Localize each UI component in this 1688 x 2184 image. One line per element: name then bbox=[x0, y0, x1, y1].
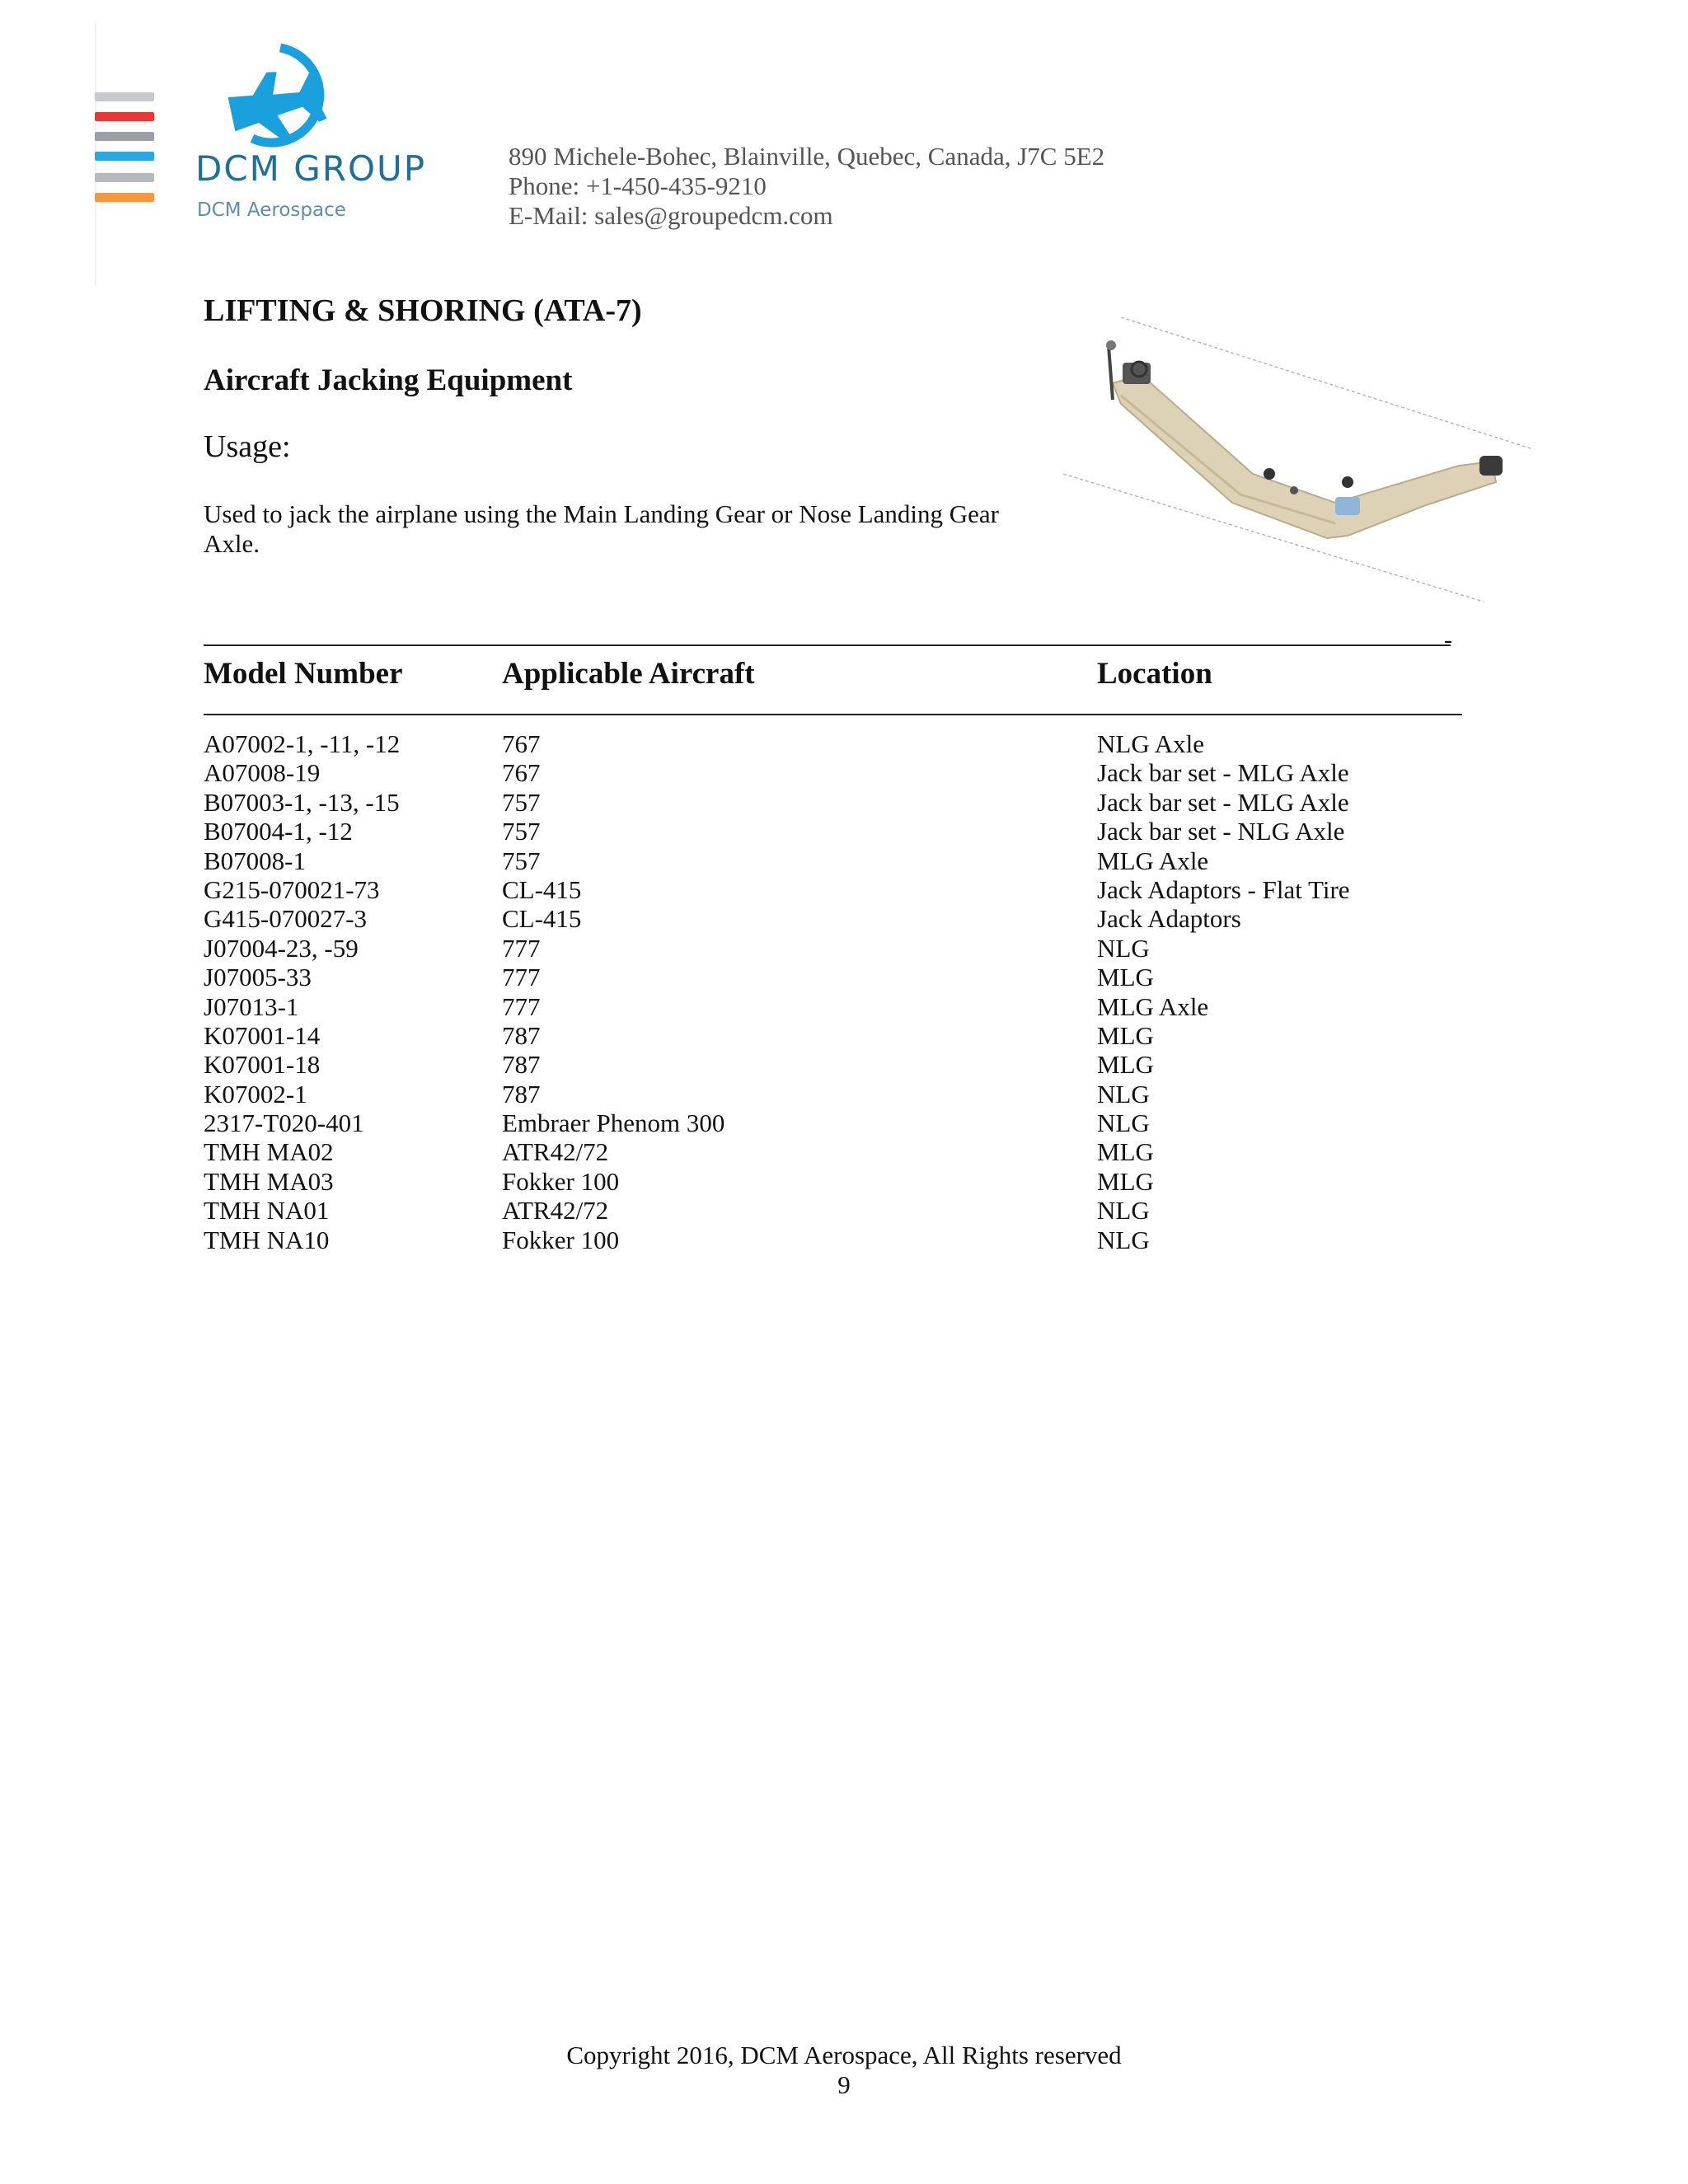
table-top-rule bbox=[204, 644, 1451, 646]
cell-location: NLG bbox=[1097, 1079, 1150, 1108]
cell-applicable-aircraft: CL-415 bbox=[502, 904, 582, 934]
cell-applicable-aircraft: Embraer Phenom 300 bbox=[502, 1108, 725, 1138]
cell-location: Jack Adaptors - Flat Tire bbox=[1097, 874, 1350, 904]
cell-applicable-aircraft: ATR42/72 bbox=[502, 1137, 609, 1167]
cell-model-number: K07001-18 bbox=[204, 1050, 321, 1080]
table-header-rule bbox=[204, 714, 1462, 715]
email-text: E-Mail: sales@groupedcm.com bbox=[509, 201, 833, 230]
cell-applicable-aircraft: 757 bbox=[502, 787, 541, 817]
cell-applicable-aircraft: 787 bbox=[502, 1050, 541, 1080]
table-row bbox=[0, 992, 1688, 1021]
cell-location: MLG Axle bbox=[1097, 991, 1209, 1021]
cell-applicable-aircraft: 777 bbox=[502, 991, 541, 1021]
table-row bbox=[0, 1196, 1688, 1225]
jack-bar-image bbox=[1063, 317, 1533, 606]
rule-dash: - bbox=[1444, 626, 1452, 654]
cell-model-number: A07008-19 bbox=[204, 758, 321, 788]
brand-subtitle: DCM Aerospace bbox=[197, 199, 346, 221]
page-number: 9 bbox=[837, 2070, 851, 2099]
cell-model-number: J07005-33 bbox=[204, 963, 312, 992]
cell-applicable-aircraft: 787 bbox=[502, 1020, 541, 1050]
cell-applicable-aircraft: 787 bbox=[502, 1079, 541, 1108]
cell-applicable-aircraft: 757 bbox=[502, 817, 541, 846]
cell-applicable-aircraft: 777 bbox=[502, 933, 541, 963]
address-text: 890 Michele-Bohec, Blainville, Quebec, Canada, J7C 5E2 bbox=[509, 142, 1105, 171]
cell-location: MLG bbox=[1097, 1050, 1154, 1080]
cell-location: Jack bar set - NLG Axle bbox=[1097, 817, 1345, 846]
logo-stripe bbox=[95, 193, 154, 202]
table-row bbox=[0, 729, 1688, 758]
cell-location: MLG bbox=[1097, 1137, 1154, 1167]
cell-model-number: 2317-T020-401 bbox=[204, 1108, 364, 1138]
cell-location: MLG bbox=[1097, 1166, 1154, 1196]
table-row bbox=[0, 1050, 1688, 1079]
cell-applicable-aircraft: Fokker 100 bbox=[502, 1166, 620, 1196]
cell-model-number: K07002-1 bbox=[204, 1079, 307, 1108]
table-row bbox=[0, 1108, 1688, 1137]
table-row bbox=[0, 1080, 1688, 1108]
cell-location: Jack bar set - MLG Axle bbox=[1097, 758, 1349, 788]
table-row bbox=[0, 1167, 1688, 1196]
equipment-title: Aircraft Jacking Equipment bbox=[204, 363, 573, 397]
cell-applicable-aircraft: CL-415 bbox=[502, 874, 582, 904]
column-header-model: Model Number bbox=[204, 657, 403, 691]
table-row bbox=[0, 963, 1688, 991]
airplane-globe-icon bbox=[223, 40, 338, 163]
cell-applicable-aircraft: 777 bbox=[502, 963, 541, 992]
cell-location: NLG bbox=[1097, 1108, 1150, 1138]
table-row bbox=[0, 758, 1688, 787]
usage-label: Usage: bbox=[204, 429, 291, 464]
cell-location: NLG Axle bbox=[1097, 729, 1205, 758]
cell-model-number: TMH MA03 bbox=[204, 1166, 334, 1196]
cell-applicable-aircraft: Fokker 100 bbox=[502, 1225, 620, 1254]
cell-location: MLG bbox=[1097, 1020, 1154, 1050]
cell-model-number: G415-070027-3 bbox=[204, 904, 368, 934]
cell-model-number: K07001-14 bbox=[204, 1020, 321, 1050]
parts-table bbox=[0, 729, 1688, 1254]
table-row bbox=[0, 817, 1688, 846]
cell-location: NLG bbox=[1097, 1225, 1150, 1254]
table-row bbox=[0, 1137, 1688, 1166]
usage-description: Used to jack the airplane using the Main Landing Gear or Nose Landing Gear Axle. bbox=[204, 499, 999, 558]
section-title: LIFTING & SHORING (ATA-7) bbox=[204, 293, 642, 328]
cell-model-number: TMH NA01 bbox=[204, 1196, 330, 1226]
cell-model-number: B07004-1, -12 bbox=[204, 817, 353, 846]
cell-location: MLG bbox=[1097, 963, 1154, 992]
cell-applicable-aircraft: 767 bbox=[502, 729, 541, 758]
cell-model-number: J07004-23, -59 bbox=[204, 933, 359, 963]
table-row bbox=[0, 904, 1688, 933]
logo-stripe bbox=[95, 173, 154, 182]
cell-location: MLG Axle bbox=[1097, 846, 1209, 875]
column-header-aircraft: Applicable Aircraft bbox=[502, 657, 755, 691]
copyright-text: Copyright 2016, DCM Aerospace, All Rights reserved bbox=[566, 2041, 1122, 2069]
cell-location: NLG bbox=[1097, 933, 1150, 963]
cell-applicable-aircraft: 767 bbox=[502, 758, 541, 788]
cell-model-number: B07003-1, -13, -15 bbox=[204, 787, 400, 817]
phone-text: Phone: +1-450-435-9210 bbox=[509, 171, 767, 200]
logo-stripe bbox=[95, 132, 154, 141]
cell-applicable-aircraft: 757 bbox=[502, 846, 541, 875]
logo-stripe bbox=[95, 112, 154, 121]
table-row bbox=[0, 788, 1688, 817]
table-row bbox=[0, 846, 1688, 875]
cell-location: NLG bbox=[1097, 1196, 1150, 1226]
logo-stripe bbox=[95, 92, 154, 101]
cell-model-number: J07013-1 bbox=[204, 991, 299, 1021]
cell-model-number: TMH MA02 bbox=[204, 1137, 334, 1167]
table-row bbox=[0, 875, 1688, 904]
cell-applicable-aircraft: ATR42/72 bbox=[502, 1196, 609, 1226]
cell-model-number: TMH NA10 bbox=[204, 1225, 330, 1254]
table-row bbox=[0, 934, 1688, 963]
brand-name: DCM GROUP bbox=[195, 148, 427, 189]
cell-location: Jack Adaptors bbox=[1097, 904, 1241, 934]
cell-model-number: G215-070021-73 bbox=[204, 874, 380, 904]
cell-location: Jack bar set - MLG Axle bbox=[1097, 787, 1349, 817]
company-logo bbox=[95, 23, 441, 285]
table-row bbox=[0, 1226, 1688, 1254]
cell-model-number: A07002-1, -11, -12 bbox=[204, 729, 401, 758]
logo-stripe bbox=[95, 152, 154, 161]
column-header-location: Location bbox=[1097, 657, 1212, 691]
cell-model-number: B07008-1 bbox=[204, 846, 306, 875]
table-row bbox=[0, 1021, 1688, 1050]
